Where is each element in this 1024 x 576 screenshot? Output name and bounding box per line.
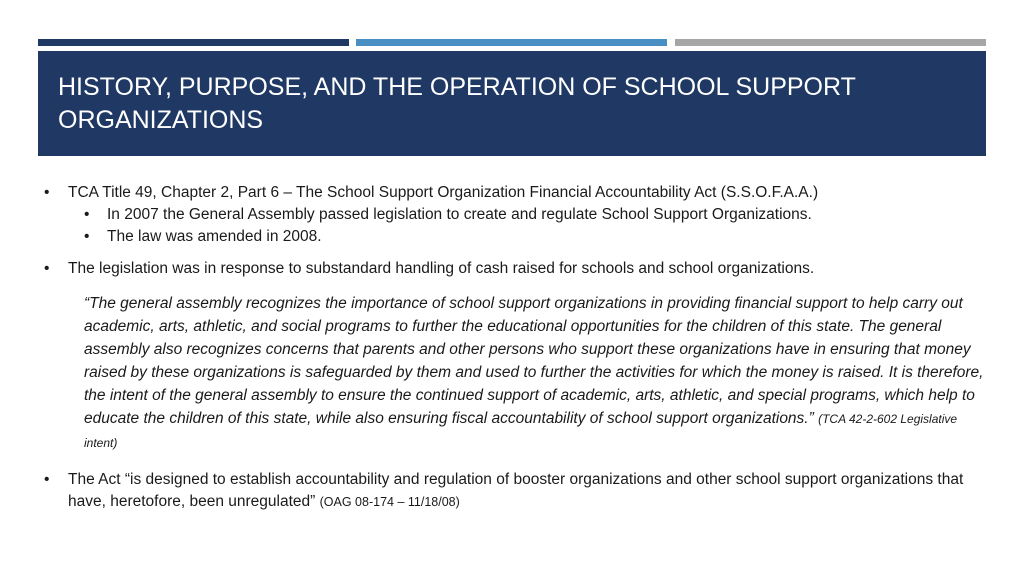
accent-bar-gray [675, 39, 986, 46]
bullet-act-purpose-text: The Act “is designed to establish accountability and regulation of booster organizations and other school support organizations that have, heretofore, been unregulated” [68, 471, 964, 510]
quote-citation: (TCA 42-2-602 Legislative intent) [84, 412, 958, 450]
quote-text: “The general assembly recognizes the importance of school support organizations in providing financial support to help carry out academic, arts, athletic, and social programs to further the educational opportunities for the children of this state. The general assembly also recognizes concerns that parents and other persons who support these organizations have in ensuring that money raised by these organizations is safeguarded by them and used to further the activities for which the money is raised. It is therefore, the intent of the general assembly to ensure the continued support of academic, arts, athletic, and special programs, which help to educate the children of this state, while also ensuring fiscal accountability of school support organizations.” [84, 295, 984, 427]
accent-bar-light-blue [356, 39, 667, 46]
slide-content [44, 182, 984, 513]
bullet-act-purpose [44, 469, 984, 513]
oag-citation: (OAG 08-174 – 11/18/08) [319, 495, 460, 509]
legislative-intent-quote [84, 292, 984, 455]
bullet-legislation-response: • The legislation was in response to substandard handling of cash raised for schools and school organizations. [44, 258, 984, 280]
bullet-tca-title: • TCA Title 49, Chapter 2, Part 6 – The School Support Organization Financial Accountability Act (S.S.O.F.A.A.) [44, 182, 984, 204]
accent-bar-dark-blue [38, 39, 349, 46]
sub-bullet-2007-legislation: • In 2007 the General Assembly passed legislation to create and regulate School Support Organizations. [44, 204, 984, 226]
slide-title: HISTORY, PURPOSE, AND THE OPERATION OF SCHOOL SUPPORT ORGANIZATIONS [58, 73, 856, 134]
sub-bullet-amended-2008: • The law was amended in 2008. [44, 226, 984, 248]
title-band [38, 51, 986, 156]
